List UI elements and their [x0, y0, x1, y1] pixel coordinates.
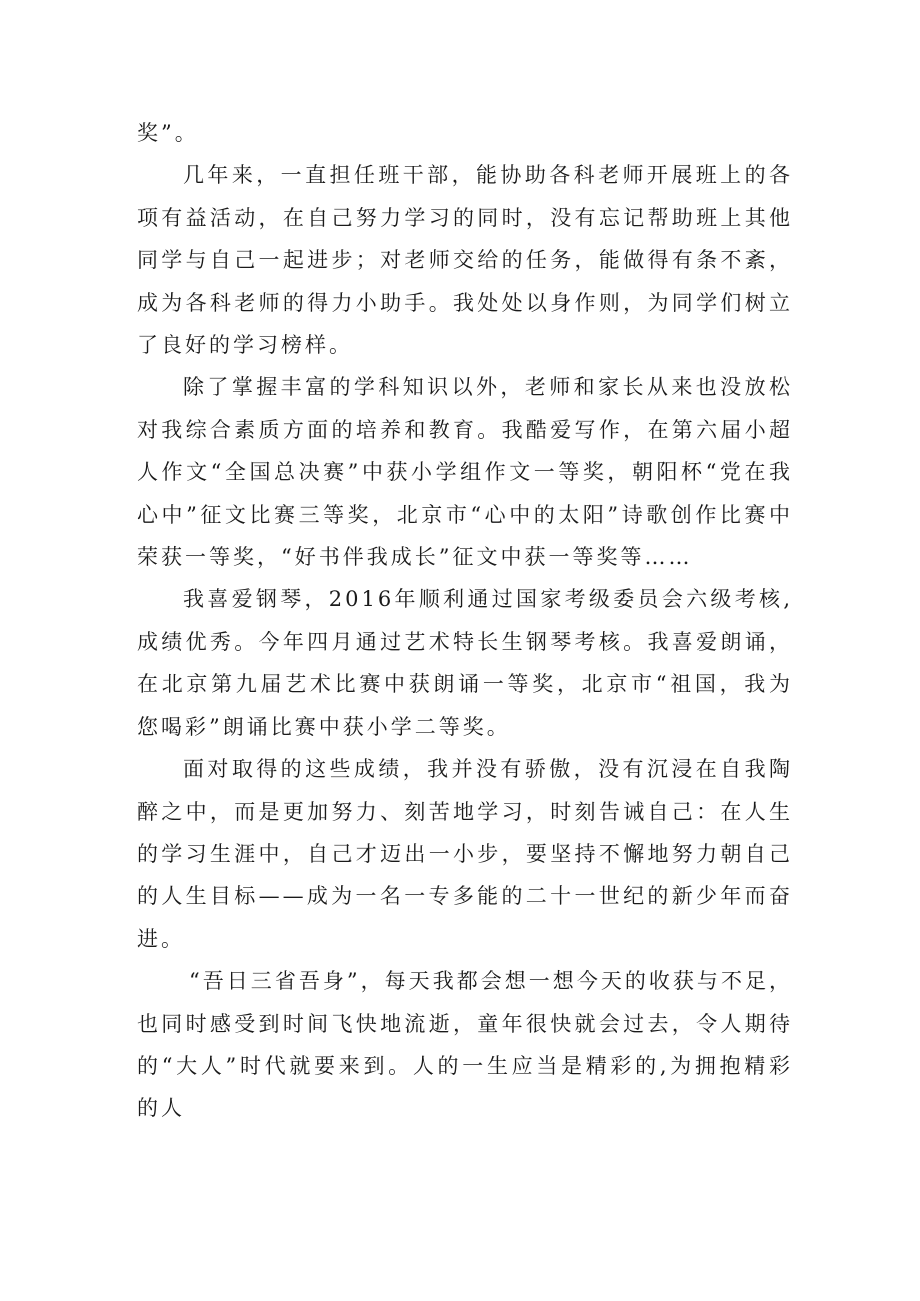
- paragraph-5: 面对取得的这些成绩，我并没有骄傲，没有沉浸在自我陶醉之中，而是更加努力、刻苦地学习，时刻告诫自己：在人生的学习生涯中，自己才迈出一小步，要坚持不懈地努力朝自己的人生目标——成为一名一专多能的二十一世纪的新少年而奋进。: [137, 757, 793, 951]
- paragraph-4: 我喜爱钢琴，2016年顺利通过国家考级委员会六级考核,成绩优秀。今年四月通过艺术特长生钢琴考核。我喜爱朗诵，在北京第九届艺术比赛中获朗诵一等奖，北京市“祖国，我为您喝彩”朗诵比赛中获小学二等奖。: [137, 587, 793, 739]
- paragraph-6: “吾日三省吾身”，每天我都会想一想今天的收获与不足，也同时感受到时间飞快地流逝，童年很快就会过去，令人期待的“大人”时代就要来到。人的一生应当是精彩的,为拥抱精彩的人: [137, 969, 793, 1121]
- paragraph-1: 奖”。: [137, 121, 199, 145]
- paragraph-2: 几年来，一直担任班干部，能协助各科老师开展班上的各项有益活动，在自己努力学习的同时，没有忘记帮助班上其他同学与自己一起进步；对老师交给的任务，能做得有条不紊，成为各科老师的得力小助手。我处处以身作则，为同学们树立了良好的学习榜样。: [137, 163, 793, 358]
- document-body: [137, 112, 793, 1130]
- paragraph-3: 除了掌握丰富的学科知识以外，老师和家长从来也没放松对我综合素质方面的培养和教育。我酷爱写作，在第六届小超人作文“全国总决赛”中获小学组作文一等奖，朝阳杯“党在我心中”征文比赛三等奖，北京市“心中的太阳”诗歌创作比赛中荣获一等奖，“好书伴我成长”征文中获一等奖等……: [137, 375, 793, 570]
